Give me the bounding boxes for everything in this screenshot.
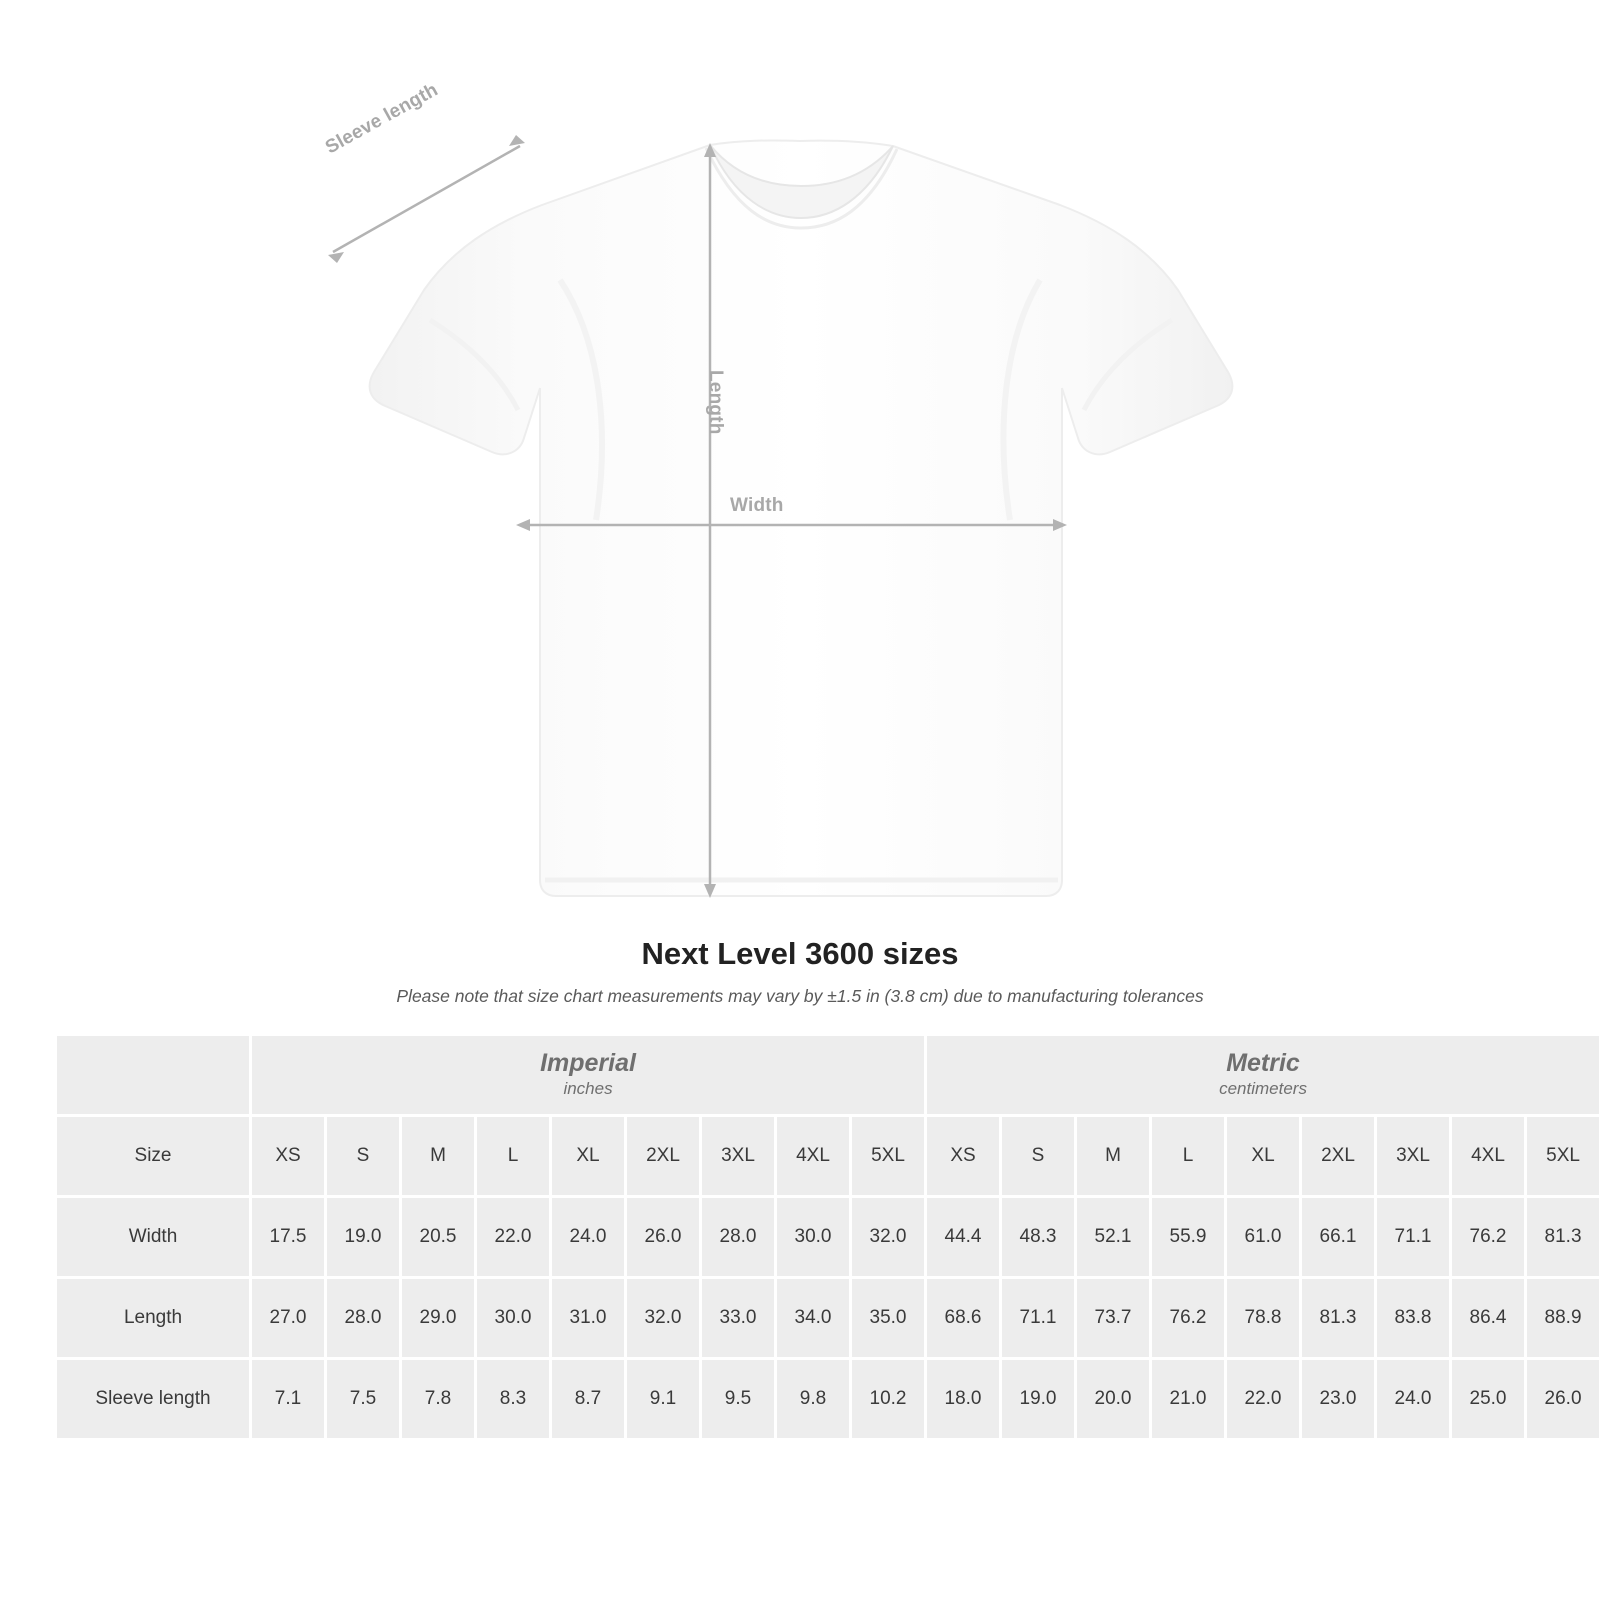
- cell-width-metric-xs: 44.4: [927, 1198, 999, 1276]
- cell-sleeve-imperial-5xl: 10.2: [852, 1360, 924, 1438]
- size-header-metric-2xl: 2XL: [1302, 1117, 1374, 1195]
- cell-length-imperial-5xl: 35.0: [852, 1279, 924, 1357]
- cell-sleeve-imperial-xs: 7.1: [252, 1360, 324, 1438]
- page-title: Next Level 3600 sizes: [641, 936, 959, 971]
- cell-width-metric-4xl: 76.2: [1452, 1198, 1524, 1276]
- cell-length-metric-s: 71.1: [1002, 1279, 1074, 1357]
- table-row: [57, 1279, 1599, 1357]
- cell-length-imperial-m: 29.0: [402, 1279, 474, 1357]
- cell-width-imperial-xs: 17.5: [252, 1198, 324, 1276]
- cell-width-imperial-l: 22.0: [477, 1198, 549, 1276]
- cell-width-imperial-2xl: 26.0: [627, 1198, 699, 1276]
- cell-length-metric-3xl: 83.8: [1377, 1279, 1449, 1357]
- cell-length-metric-l: 76.2: [1152, 1279, 1224, 1357]
- size-header-imperial-2xl: 2XL: [627, 1117, 699, 1195]
- size-header-imperial-4xl: 4XL: [777, 1117, 849, 1195]
- cell-length-metric-xl: 78.8: [1227, 1279, 1299, 1357]
- size-table: [54, 1033, 1602, 1441]
- size-header-row: [57, 1117, 1599, 1195]
- cell-width-metric-2xl: 66.1: [1302, 1198, 1374, 1276]
- cell-length-metric-m: 73.7: [1077, 1279, 1149, 1357]
- cell-length-imperial-xl: 31.0: [552, 1279, 624, 1357]
- row-label-sleeve-length: Sleeve length: [57, 1360, 249, 1438]
- cell-width-imperial-m: 20.5: [402, 1198, 474, 1276]
- cell-width-metric-3xl: 71.1: [1377, 1198, 1449, 1276]
- unit-group-metric-name: Metric: [1226, 1048, 1300, 1077]
- cell-sleeve-metric-xl: 22.0: [1227, 1360, 1299, 1438]
- sleeve-length-dimension-label: Sleeve length: [322, 79, 442, 159]
- size-header-metric-4xl: 4XL: [1452, 1117, 1524, 1195]
- cell-sleeve-imperial-xl: 8.7: [552, 1360, 624, 1438]
- length-dimension-label: Length: [705, 370, 726, 435]
- cell-length-metric-4xl: 86.4: [1452, 1279, 1524, 1357]
- unit-group-metric-sub: centimeters: [1219, 1079, 1307, 1099]
- size-header-metric-s: S: [1002, 1117, 1074, 1195]
- size-header-imperial-xl: XL: [552, 1117, 624, 1195]
- title-block: [0, 936, 1600, 1007]
- cell-width-imperial-s: 19.0: [327, 1198, 399, 1276]
- size-header-metric-l: L: [1152, 1117, 1224, 1195]
- row-label-width: Width: [57, 1198, 249, 1276]
- cell-sleeve-imperial-3xl: 9.5: [702, 1360, 774, 1438]
- cell-width-metric-s: 48.3: [1002, 1198, 1074, 1276]
- size-header-metric-5xl: 5XL: [1527, 1117, 1599, 1195]
- cell-sleeve-imperial-s: 7.5: [327, 1360, 399, 1438]
- cell-length-imperial-s: 28.0: [327, 1279, 399, 1357]
- table-corner-cell: [57, 1036, 249, 1114]
- size-header-metric-3xl: 3XL: [1377, 1117, 1449, 1195]
- cell-width-imperial-5xl: 32.0: [852, 1198, 924, 1276]
- cell-sleeve-imperial-l: 8.3: [477, 1360, 549, 1438]
- size-header-imperial-xs: XS: [252, 1117, 324, 1195]
- cell-width-metric-l: 55.9: [1152, 1198, 1224, 1276]
- tolerance-note: Please note that size chart measurements may vary by ±1.5 in (3.8 cm) due to manufacturing tolerances: [396, 986, 1204, 1006]
- size-header-imperial-l: L: [477, 1117, 549, 1195]
- size-header-metric-m: M: [1077, 1117, 1149, 1195]
- cell-length-metric-5xl: 88.9: [1527, 1279, 1599, 1357]
- cell-sleeve-metric-2xl: 23.0: [1302, 1360, 1374, 1438]
- table-row: [57, 1198, 1599, 1276]
- cell-sleeve-metric-m: 20.0: [1077, 1360, 1149, 1438]
- cell-sleeve-metric-5xl: 26.0: [1527, 1360, 1599, 1438]
- size-label-cell: Size: [57, 1117, 249, 1195]
- unit-group-metric: [927, 1036, 1599, 1114]
- table-row: [57, 1360, 1599, 1438]
- unit-group-imperial-name: Imperial: [540, 1048, 636, 1077]
- cell-sleeve-metric-4xl: 25.0: [1452, 1360, 1524, 1438]
- cell-length-imperial-xs: 27.0: [252, 1279, 324, 1357]
- size-header-metric-xs: XS: [927, 1117, 999, 1195]
- cell-length-imperial-2xl: 32.0: [627, 1279, 699, 1357]
- cell-sleeve-imperial-m: 7.8: [402, 1360, 474, 1438]
- size-header-imperial-s: S: [327, 1117, 399, 1195]
- width-dimension-label: Width: [730, 495, 784, 516]
- size-header-imperial-m: M: [402, 1117, 474, 1195]
- cell-width-metric-5xl: 81.3: [1527, 1198, 1599, 1276]
- cell-length-imperial-3xl: 33.0: [702, 1279, 774, 1357]
- unit-group-imperial: [252, 1036, 924, 1114]
- cell-length-metric-2xl: 81.3: [1302, 1279, 1374, 1357]
- cell-length-imperial-l: 30.0: [477, 1279, 549, 1357]
- size-header-imperial-5xl: 5XL: [852, 1117, 924, 1195]
- size-chart: [54, 1033, 1582, 1441]
- cell-width-imperial-xl: 24.0: [552, 1198, 624, 1276]
- unit-group-imperial-sub: inches: [563, 1079, 613, 1099]
- size-header-metric-xl: XL: [1227, 1117, 1299, 1195]
- cell-sleeve-imperial-4xl: 9.8: [777, 1360, 849, 1438]
- cell-width-metric-xl: 61.0: [1227, 1198, 1299, 1276]
- cell-length-metric-xs: 68.6: [927, 1279, 999, 1357]
- unit-header-row: [57, 1036, 1599, 1114]
- row-label-length: Length: [57, 1279, 249, 1357]
- cell-sleeve-metric-l: 21.0: [1152, 1360, 1224, 1438]
- size-header-imperial-3xl: 3XL: [702, 1117, 774, 1195]
- cell-sleeve-metric-s: 19.0: [1002, 1360, 1074, 1438]
- cell-length-imperial-4xl: 34.0: [777, 1279, 849, 1357]
- cell-width-metric-m: 52.1: [1077, 1198, 1149, 1276]
- cell-sleeve-metric-3xl: 24.0: [1377, 1360, 1449, 1438]
- cell-sleeve-imperial-2xl: 9.1: [627, 1360, 699, 1438]
- cell-width-imperial-4xl: 30.0: [777, 1198, 849, 1276]
- cell-sleeve-metric-xs: 18.0: [927, 1360, 999, 1438]
- cell-width-imperial-3xl: 28.0: [702, 1198, 774, 1276]
